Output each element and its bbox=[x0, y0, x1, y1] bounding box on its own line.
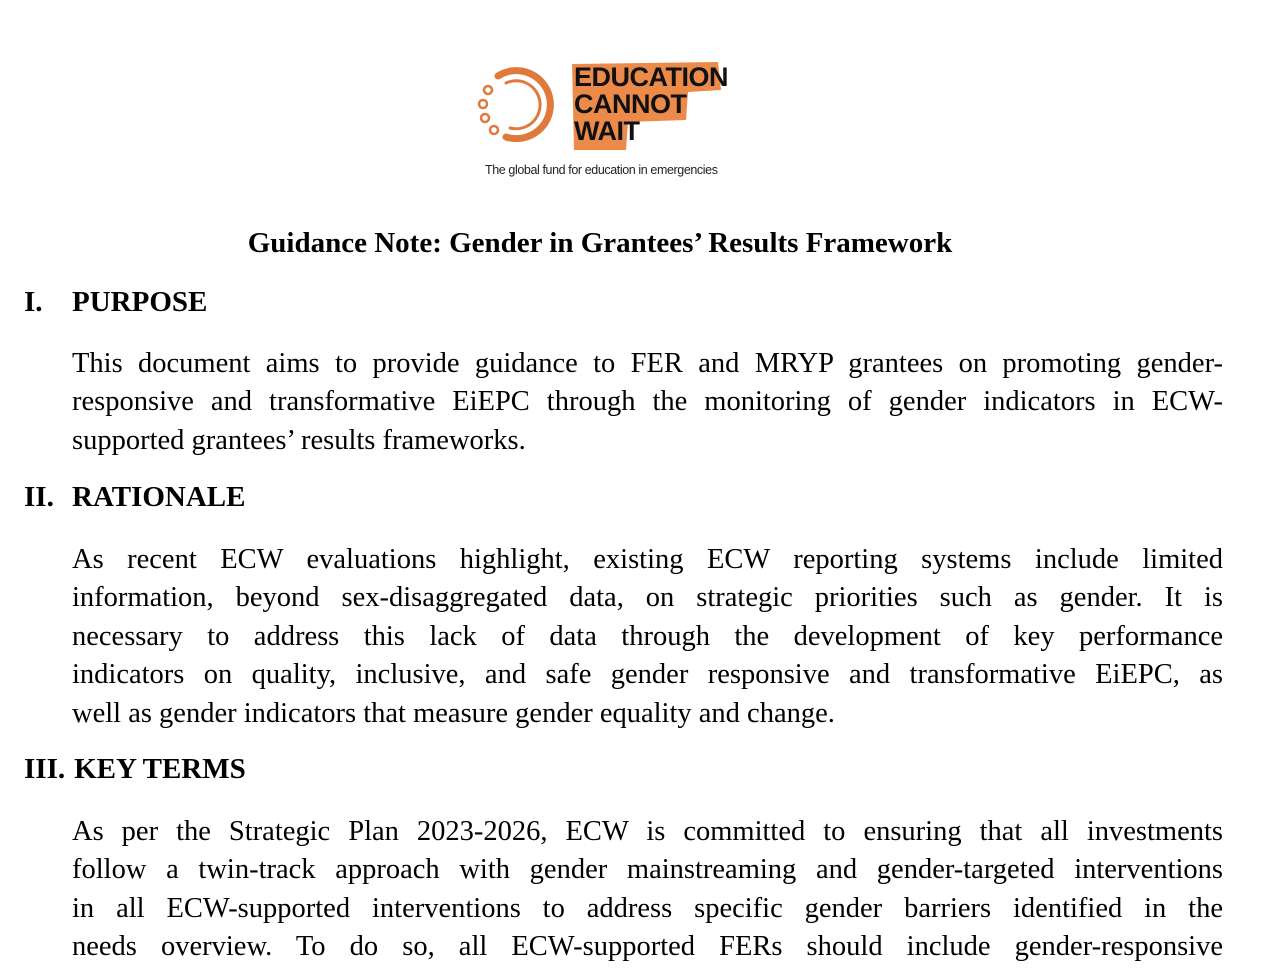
rationale-paragraph bbox=[72, 541, 1223, 733]
paragraph-line: supported grantees’ results frameworks. bbox=[72, 424, 526, 456]
paragraph-line: This document aims to provide guidance to FER and MRYP grantees on promoting gender- bbox=[72, 348, 1223, 379]
logo-line-wait: WAIT bbox=[574, 116, 640, 146]
paragraph-line: As recent ECW evaluations highlight, existing ECW reporting systems include limited bbox=[72, 544, 1223, 575]
logo-circle-icon bbox=[470, 58, 574, 148]
section-title: KEY TERMS bbox=[74, 753, 246, 785]
logo-line-cannot: CANNOT bbox=[574, 89, 687, 119]
paragraph-line: in all ECW-supported interventions to address specific gender barriers identified in the bbox=[72, 892, 1223, 924]
document-title: Guidance Note: Gender in Grantees’ Results Framework bbox=[247, 227, 953, 259]
section-number: II. bbox=[24, 481, 54, 513]
key-terms-paragraph bbox=[72, 813, 1223, 967]
logo-line-education: EDUCATION bbox=[574, 62, 728, 92]
paragraph-line: follow a twin-track approach with gender mainstreaming and gender-targeted interventions bbox=[72, 854, 1223, 886]
paragraph-line: responsive and transformative EiEPC through the monitoring of gender indicators in ECW- bbox=[72, 386, 1223, 418]
paragraph-line: information, beyond sex-disaggregated data, on strategic priorities such as gender. It is bbox=[72, 582, 1223, 614]
section-title: RATIONALE bbox=[72, 481, 246, 513]
section-heading-rationale bbox=[24, 481, 246, 514]
section-number: I. bbox=[24, 286, 43, 318]
paragraph-line: necessary to address this lack of data through the development of key performance bbox=[72, 620, 1223, 652]
section-number: III. bbox=[24, 753, 66, 785]
logo-tagline: The global fund for education in emergencies bbox=[485, 163, 718, 177]
paragraph-line: needs overview. To do so, all ECW-supported FERs should include gender-responsive bbox=[72, 931, 1223, 963]
paragraph-line: indicators on quality, inclusive, and safe gender responsive and transformative EiEPC, as bbox=[72, 659, 1223, 691]
section-heading-purpose bbox=[24, 286, 207, 319]
paragraph-line: well as gender indicators that measure gender equality and change. bbox=[72, 697, 835, 729]
purpose-paragraph bbox=[72, 345, 1223, 460]
section-heading-key-terms bbox=[24, 753, 246, 786]
section-title: PURPOSE bbox=[72, 286, 208, 318]
ecw-logo bbox=[470, 58, 730, 183]
paragraph-line: As per the Strategic Plan 2023-2026, ECW is committed to ensuring that all investments bbox=[72, 816, 1223, 847]
